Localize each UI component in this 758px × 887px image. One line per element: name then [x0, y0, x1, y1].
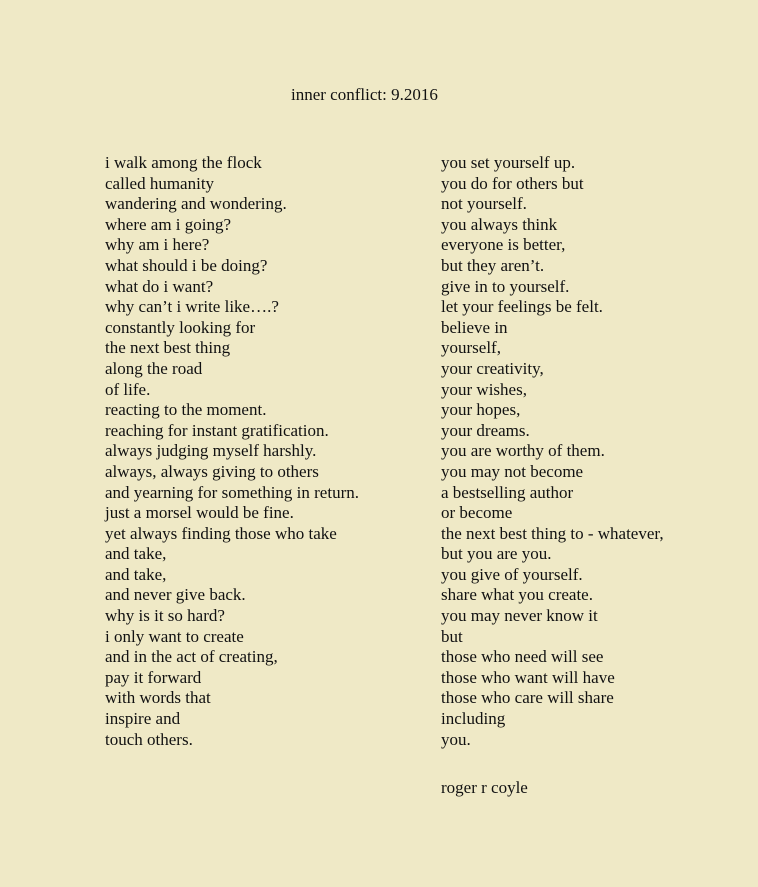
- poem-line: give in to yourself.: [441, 276, 570, 296]
- poem-line: and yearning for something in return.: [105, 482, 359, 502]
- poem-line: called humanity: [105, 173, 215, 193]
- poem-line: where am i going?: [105, 214, 232, 234]
- poem-line: but: [441, 626, 463, 646]
- poem-line: reacting to the moment.: [105, 400, 267, 420]
- poem-line: your creativity,: [441, 358, 544, 378]
- poem-line: always, always giving to others: [105, 461, 319, 481]
- poem-line: and take,: [105, 564, 167, 584]
- poem-line: what do i want?: [105, 276, 214, 296]
- poem-line: why can’t i write like….?: [105, 297, 279, 317]
- poem-line: just a morsel would be fine.: [105, 503, 294, 523]
- poem-line: the next best thing: [105, 338, 231, 358]
- poem-line: those who want will have: [441, 667, 615, 687]
- poem-line: believe in: [441, 317, 508, 337]
- poem-line: you give of yourself.: [441, 564, 583, 584]
- poem-line: you are worthy of them.: [441, 441, 605, 461]
- poem-line: i walk among the flock: [105, 153, 262, 172]
- poem-line: wandering and wondering.: [105, 194, 287, 214]
- poem-line: you set yourself up.: [441, 153, 576, 172]
- poem-line: you may not become: [441, 461, 584, 481]
- poem-line: and take,: [105, 544, 167, 564]
- poem-line: you do for others but: [441, 173, 584, 193]
- poem-line: you may never know it: [441, 606, 598, 626]
- poem-line: why is it so hard?: [105, 606, 225, 626]
- poem-line: along the road: [105, 358, 203, 378]
- poem-line: those who need will see: [441, 647, 604, 667]
- poem-line: with words that: [105, 688, 211, 708]
- poem-line: yet always finding those who take: [105, 523, 337, 543]
- poem-line: reaching for instant gratification.: [105, 420, 329, 440]
- poem-line: touch others.: [105, 729, 193, 749]
- poem-line: let your feelings be felt.: [441, 297, 603, 317]
- poem-line: why am i here?: [105, 235, 210, 255]
- poem-line: the next best thing to - whatever,: [441, 523, 664, 543]
- poem-line: of life.: [105, 379, 151, 399]
- poem-line: your dreams.: [441, 420, 530, 440]
- poem-right-column: [441, 153, 664, 750]
- poem-line: those who care will share: [441, 688, 614, 708]
- poem-line: constantly looking for: [105, 317, 256, 337]
- poem-line: but they aren’t.: [441, 255, 545, 275]
- poem-line: not yourself.: [441, 194, 527, 214]
- poem-line: a bestselling author: [441, 482, 574, 502]
- poem-line: including: [441, 709, 506, 729]
- poem-line: what should i be doing?: [105, 255, 268, 275]
- poem-line: you always think: [441, 214, 558, 234]
- poem-line: your wishes,: [441, 379, 527, 399]
- poem-line: everyone is better,: [441, 235, 566, 255]
- poem-line: and in the act of creating,: [105, 647, 278, 667]
- poem-left-column: [105, 153, 359, 750]
- poem-line: always judging myself harshly.: [105, 441, 317, 461]
- poem-line: share what you create.: [441, 585, 593, 605]
- poem-line: and never give back.: [105, 585, 246, 605]
- poem-line: your hopes,: [441, 400, 521, 420]
- poem-line: you.: [441, 729, 471, 749]
- poem-line: pay it forward: [105, 667, 202, 687]
- poem-line: i only want to create: [105, 626, 244, 646]
- poem-line: or become: [441, 503, 513, 523]
- poem-title: inner conflict: 9.2016: [291, 85, 438, 104]
- poem-line: but you are you.: [441, 544, 552, 564]
- author-signature: roger r coyle: [441, 778, 528, 797]
- poem-line: inspire and: [105, 709, 181, 729]
- poem-line: yourself,: [441, 338, 501, 358]
